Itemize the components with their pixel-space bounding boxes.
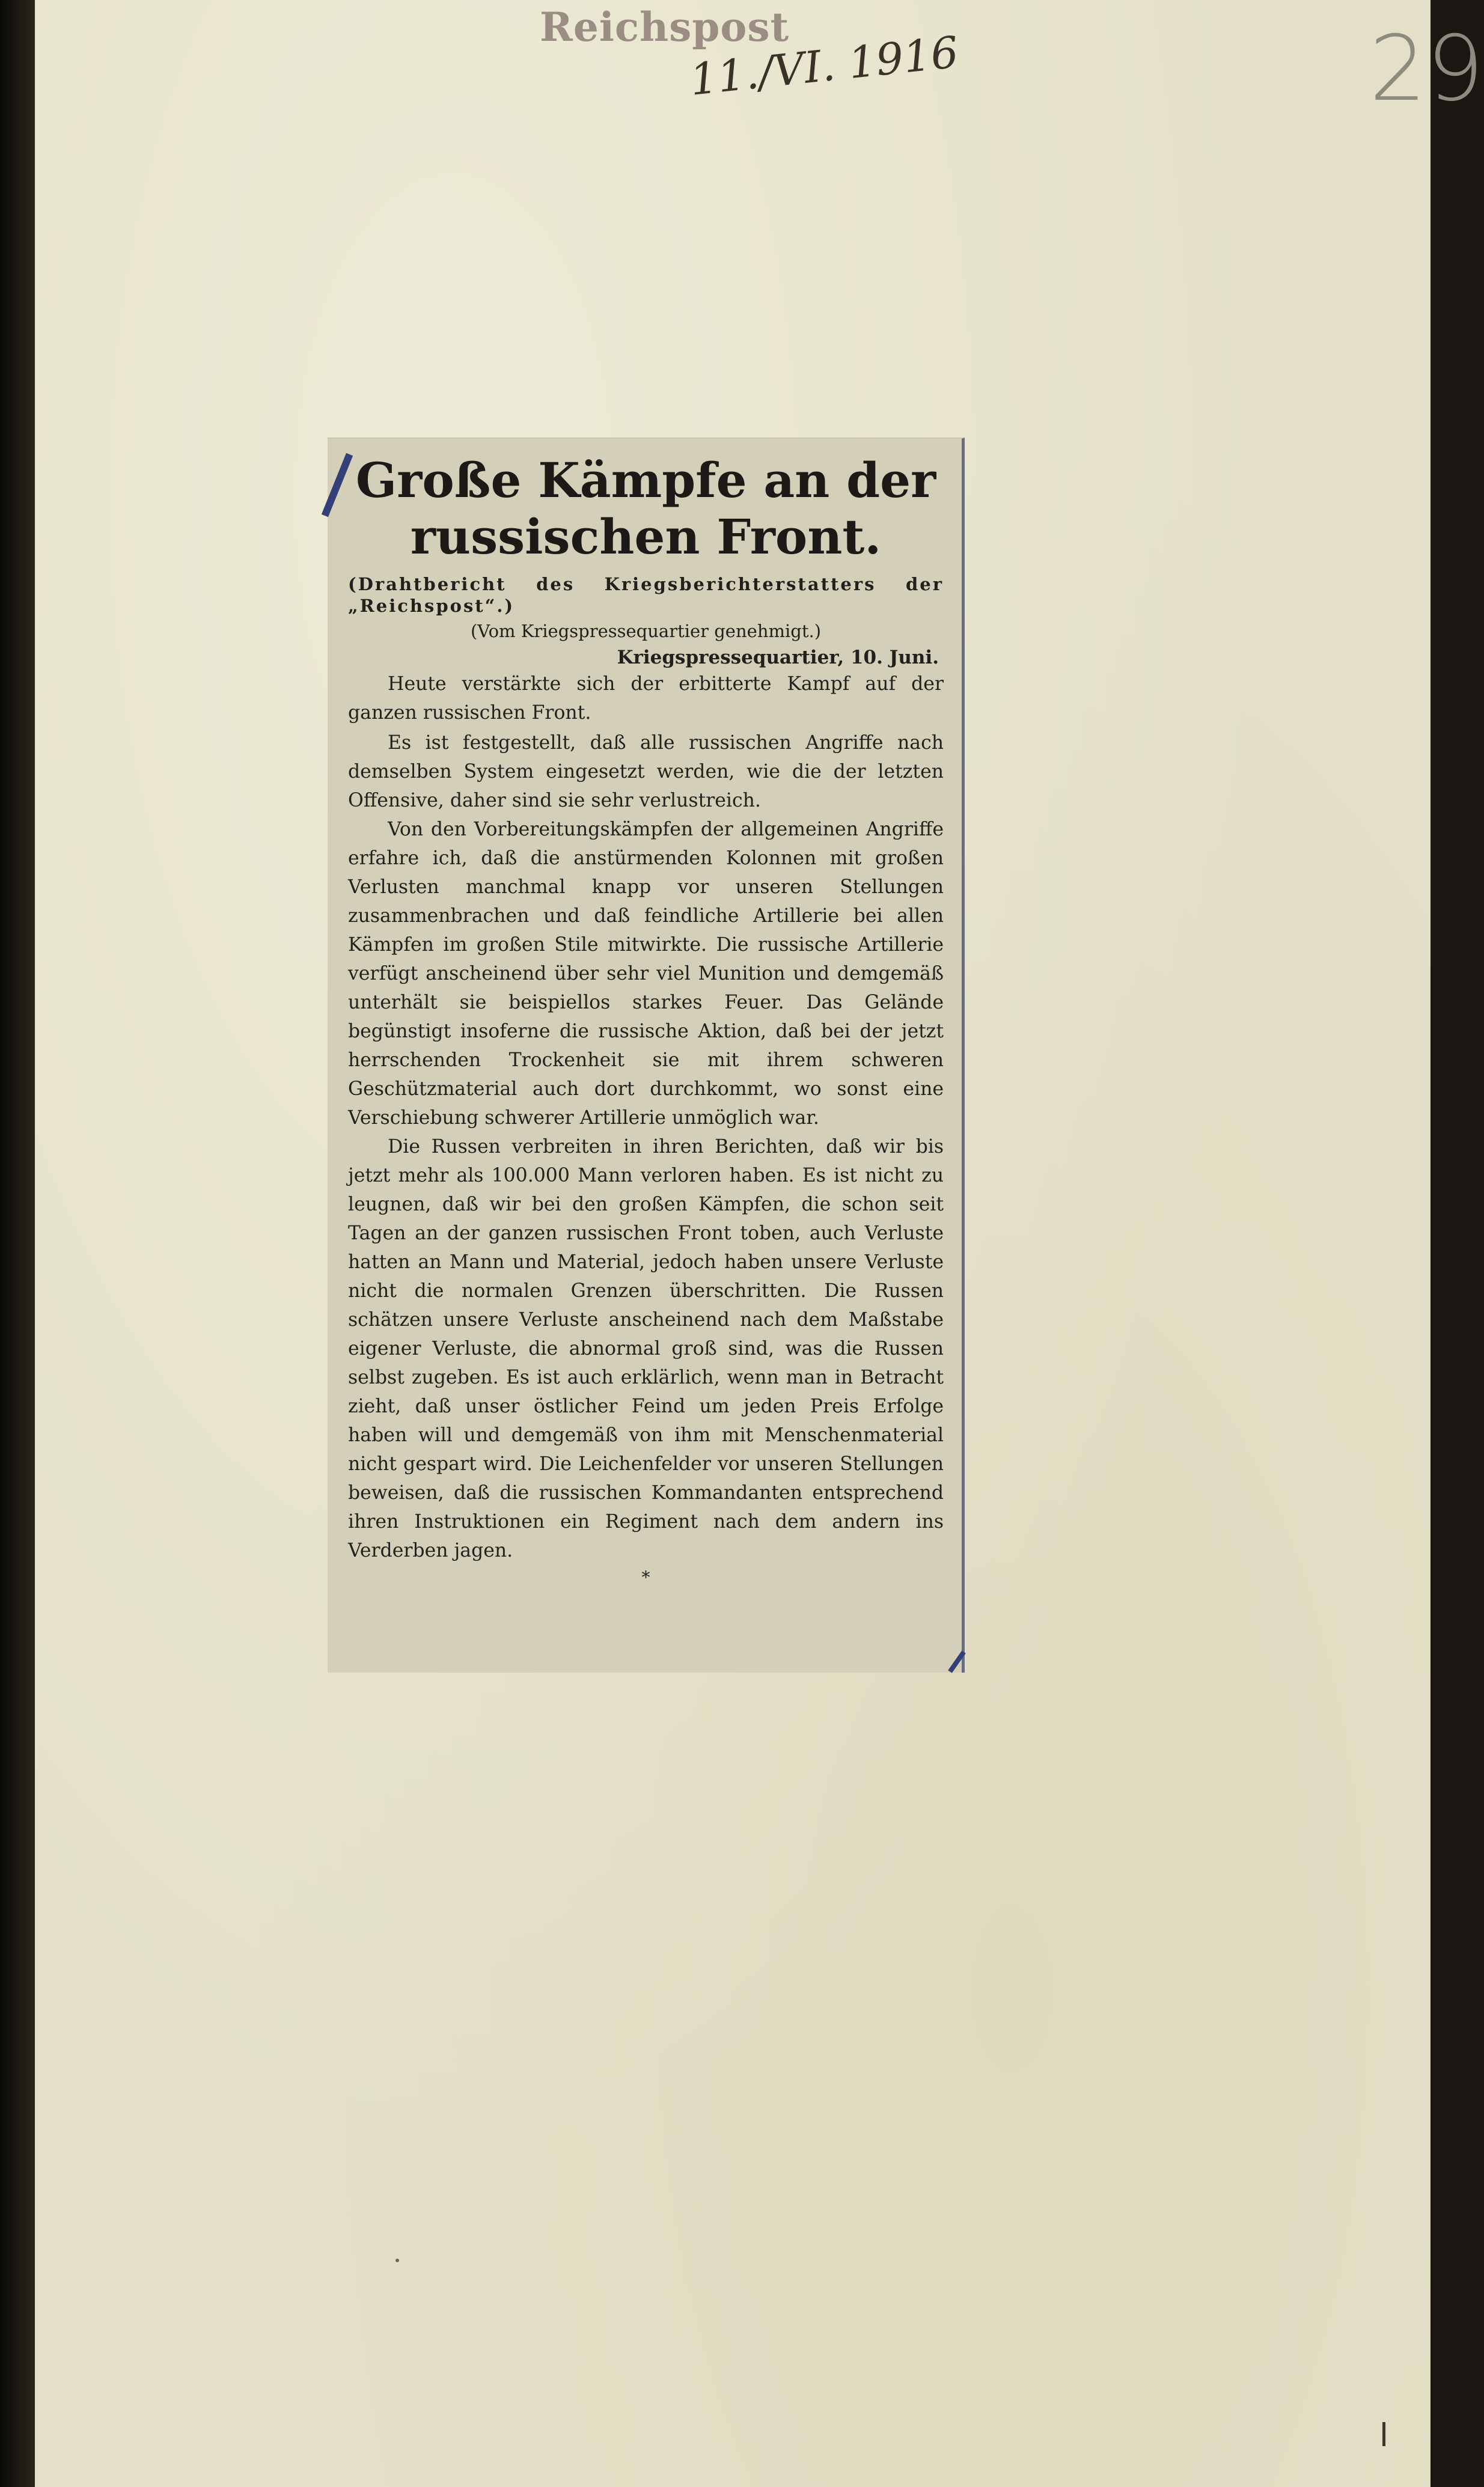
newspaper-clipping	[328, 438, 965, 1673]
headline-line-1: Große Kämpfe an der	[355, 452, 936, 508]
blue-pencil-corner-mark	[948, 1650, 965, 1673]
scan-left-edge	[0, 0, 35, 2487]
folio-number: 29	[1369, 17, 1484, 121]
paper-speck	[395, 2259, 399, 2262]
dateline-censor-note: (Vom Kriegspressequartier genehmigt.)	[470, 621, 822, 641]
dateline-wire-report: (Drahtbericht des Kriegsberichterstatters der „Reichspost“.)	[348, 574, 944, 616]
article-paragraph-1: Heute verstärkte sich der erbitterte Kampf auf der ganzen russischen Front.	[348, 673, 944, 724]
headline-line-2: russischen Front.	[410, 508, 882, 565]
end-mark: *	[641, 1567, 650, 1587]
article-paragraph-2: Es ist festgestellt, daß alle russischen Angriffe nach demselben System eingesetzt werden, wie die der letzten Offensive, daher sind sie sehr verlustreich.	[348, 732, 944, 811]
handwritten-date: 11./VI. 1916	[687, 26, 961, 105]
place-and-date: Kriegspressequartier, 10. Juni.	[617, 647, 939, 668]
paper-scratch	[1382, 2422, 1385, 2446]
newspaper-name-stamp: Reichspost	[540, 4, 790, 50]
article-paragraph-3: Von den Vorbereitungskämpfen der allgemeinen Angriffe erfahre ich, daß die anstürmenden Kolonnen mit großen Verlusten manchmal knapp vor unseren Stellungen zusammenbrachen und daß feindliche Artillerie bei allen Kämpfen im großen Stile mitwirkte. Die russische Artillerie verfügt anscheinend über sehr viel Munition und demgemäß unterhält sie beispiellos starkes Feuer. Das Gelände begünstigt insoferne die russische Aktion, daß bei der jetzt herrschenden Trockenheit sie mit ihrem schweren Geschützmaterial auch dort durchkommt, wo sonst eine Verschiebung schwerer Artillerie unmöglich war.	[348, 819, 944, 1129]
article-paragraph-4: Die Russen verbreiten in ihren Berichten, daß wir bis jetzt mehr als 100.000 Mann verloren haben. Es ist nicht zu leugnen, daß wir bei den großen Kämpfen, die schon seit Tagen an der ganzen russischen Front toben, auch Verluste hatten an Mann und Material, jedoch haben unsere Verluste nicht die normalen Grenzen überschritten. Die Russen schätzen unsere Verluste anscheinend nach dem Maßstabe eigener Verluste, die abnormal groß sind, was die Russen selbst zugeben. Es ist auch erklärlich, wenn man in Betracht zieht, daß unser östlicher Feind um jeden Preis Erfolge haben will und demgemäß von ihm mit Menschenmaterial nicht gespart wird. Die Leichenfelder vor unseren Stellungen beweisen, daß die russischen Kommandanten entsprechend ihren Instruktionen ein Regiment nach dem andern ins Verderben jagen.	[348, 1136, 944, 1561]
headline	[348, 452, 944, 565]
